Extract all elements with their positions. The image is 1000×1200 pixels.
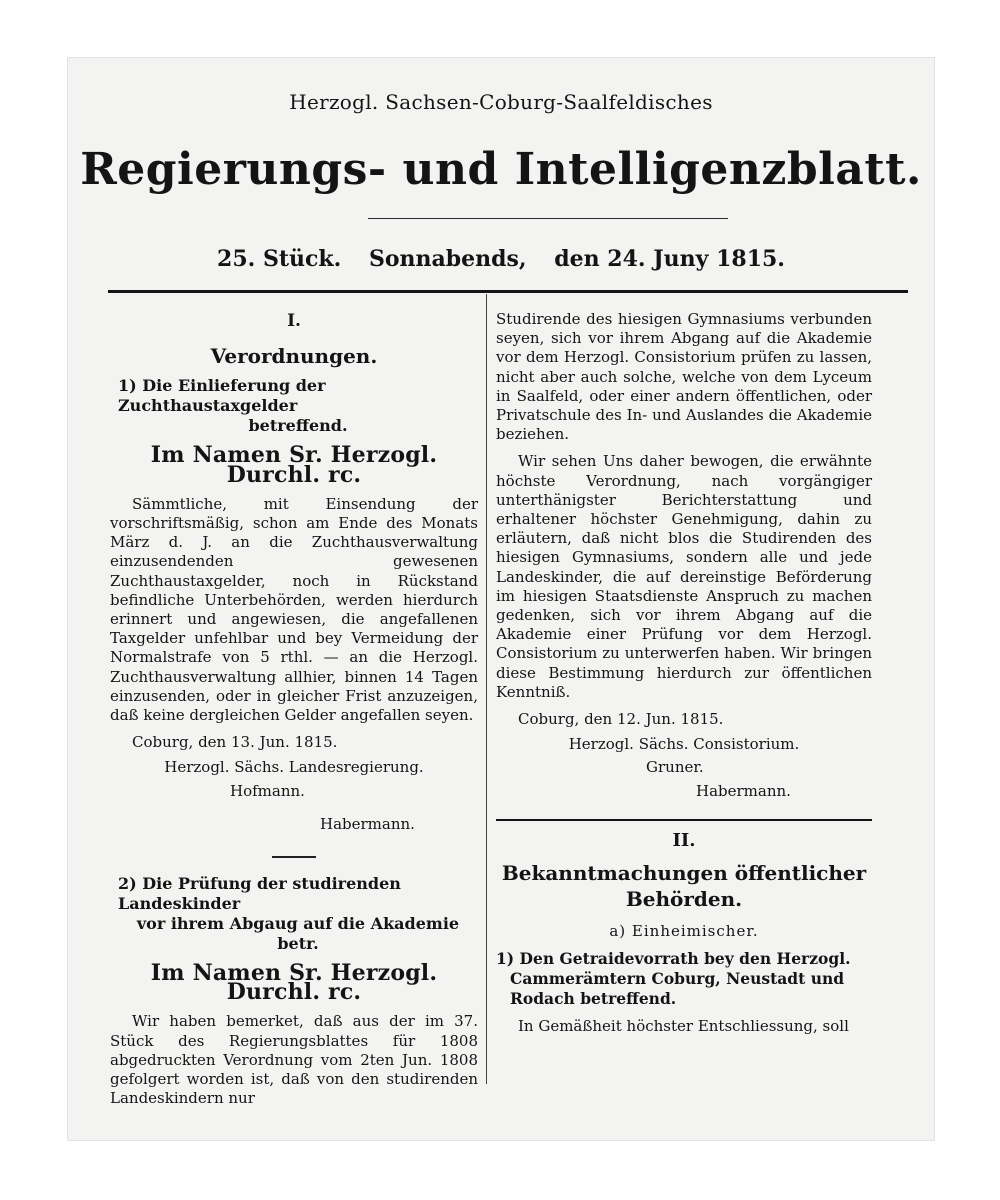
section-title	[496, 860, 872, 912]
dateline: Coburg, den 13. Jun. 1815.	[132, 733, 338, 752]
invocation: Im Namen Sr. Herzogl. Durchl. rc.	[150, 442, 438, 488]
left-column	[110, 310, 478, 1116]
section-number: I.	[287, 311, 301, 331]
issue-number: 25. Stück.	[217, 246, 342, 272]
signature: Hofmann.	[230, 781, 305, 800]
issue-line	[68, 246, 934, 272]
publisher-line: Herzogl. Sachsen-Coburg-Saalfeldisches	[289, 90, 713, 114]
item-heading-line: Rodach betreffend.	[510, 989, 677, 1009]
dateline: Coburg, den 12. Jun. 1815.	[518, 710, 724, 729]
masthead-title: Regierungs- und Intelligenzblatt.	[80, 144, 922, 195]
issuing-authority: Herzogl. Sächs. Landesregierung.	[164, 758, 424, 777]
header-divider	[108, 290, 908, 293]
masthead-rule	[368, 218, 728, 219]
item-heading-line: vor ihrem Abgaug auf die Akademie betr.	[136, 914, 460, 954]
item-heading-line: 2) Die Prüfung der studirenden Landeskinder	[118, 874, 401, 914]
issue-date: den 24. Juny 1815.	[554, 246, 785, 272]
signature: Habermann.	[320, 814, 415, 833]
section-number: II.	[672, 829, 696, 851]
subsection-title: a) Einheimischer.	[609, 922, 759, 941]
right-column	[496, 310, 872, 1044]
invocation: Im Namen Sr. Herzogl. Durchl. rc.	[150, 960, 438, 1006]
ordinance-text: Sämmtliche, mit Einsendung der vorschriftsmäßig, schon am Ende des Monats März d. J. an die Zuchthausverwaltung einzusendenden gewesenen Zuchthaustaxgelder, noch in Rückstand befindliche Unterbehörden, werden hierdurch erinnert und angewiesen, die angefallenen Taxgelder unfehlbar und bey Vermeidung der Normalstrafe von 5 rthl. — an die Herzogl. Zuchthausverwaltung allhier, binnen 14 Tagen einzusenden, oder in gleicher Frist anzuzeigen, daß keine dergleichen Gelder angefallen seyen.	[110, 494, 478, 725]
short-rule	[272, 856, 316, 858]
item-heading	[496, 949, 872, 1009]
newspaper-page	[68, 58, 934, 1140]
item-heading-line: 1) Die Einlieferung der Zuchthaustaxgelder	[118, 376, 326, 416]
ordinance-text: Studirende des hiesigen Gymnasiums verbunden seyen, sich vor ihrem Abgang auf die Akademie vor dem Herzogl. Consistorium prüfen zu lassen, nicht aber auch solche, welche von dem Lyceum in Saalfeld, oder einer andern öffentlichen, oder Privatschule des In- und Auslandes die Akademie beziehen.	[496, 310, 872, 444]
signature: Habermann.	[696, 781, 791, 800]
section-divider	[496, 819, 872, 821]
section-title-line: Bekanntmachungen öffentlicher	[501, 861, 867, 886]
item-heading-line: Cammerämtern Coburg, Neustadt und	[510, 969, 845, 989]
ordinance-text: In Gemäßheit höchster Entschliessung, soll	[518, 1017, 849, 1036]
ordinance-text: Wir sehen Uns daher bewogen, die erwähnte höchste Verordnung, nach vorgängiger unterthänigster Berichterstattung und erhaltener höchster Genehmigung, dahin zu erläutern, daß nicht blos die Studirenden des hiesigen Gymnasiums, sondern alle und jede Landeskinder, die auf dereinstige Beförderung im hiesigen Staatsdienste Anspruch zu machen gedenken, sich vor ihrem Abgang auf die Akademie einer Prüfung vor dem Herzogl. Consistorium zu unterwerfen haben. Wir bringen diese Bestimmung hierdurch zur öffentlichen Kenntniß.	[496, 452, 872, 701]
item-heading-line: betreffend.	[248, 416, 348, 436]
column-divider	[486, 294, 487, 1084]
section-title-line: Behörden.	[625, 887, 743, 912]
item-heading-line: 1) Den Getraidevorrath bey den Herzogl.	[496, 949, 851, 969]
signature: Gruner.	[646, 758, 704, 777]
ordinance-text: Wir haben bemerket, daß aus der im 37. Stück des Regierungsblattes für 1808 abgedruckten Verordnung vom 2ten Jun. 1808 gefolgert worden ist, daß von den studirenden Landeskindern nur	[110, 1012, 478, 1108]
issuing-authority: Herzogl. Sächs. Consistorium.	[568, 735, 800, 754]
section-title: Verordnungen.	[210, 344, 378, 369]
issue-day: Sonnabends,	[368, 246, 527, 272]
item-heading	[110, 376, 478, 436]
item-heading	[110, 874, 478, 954]
